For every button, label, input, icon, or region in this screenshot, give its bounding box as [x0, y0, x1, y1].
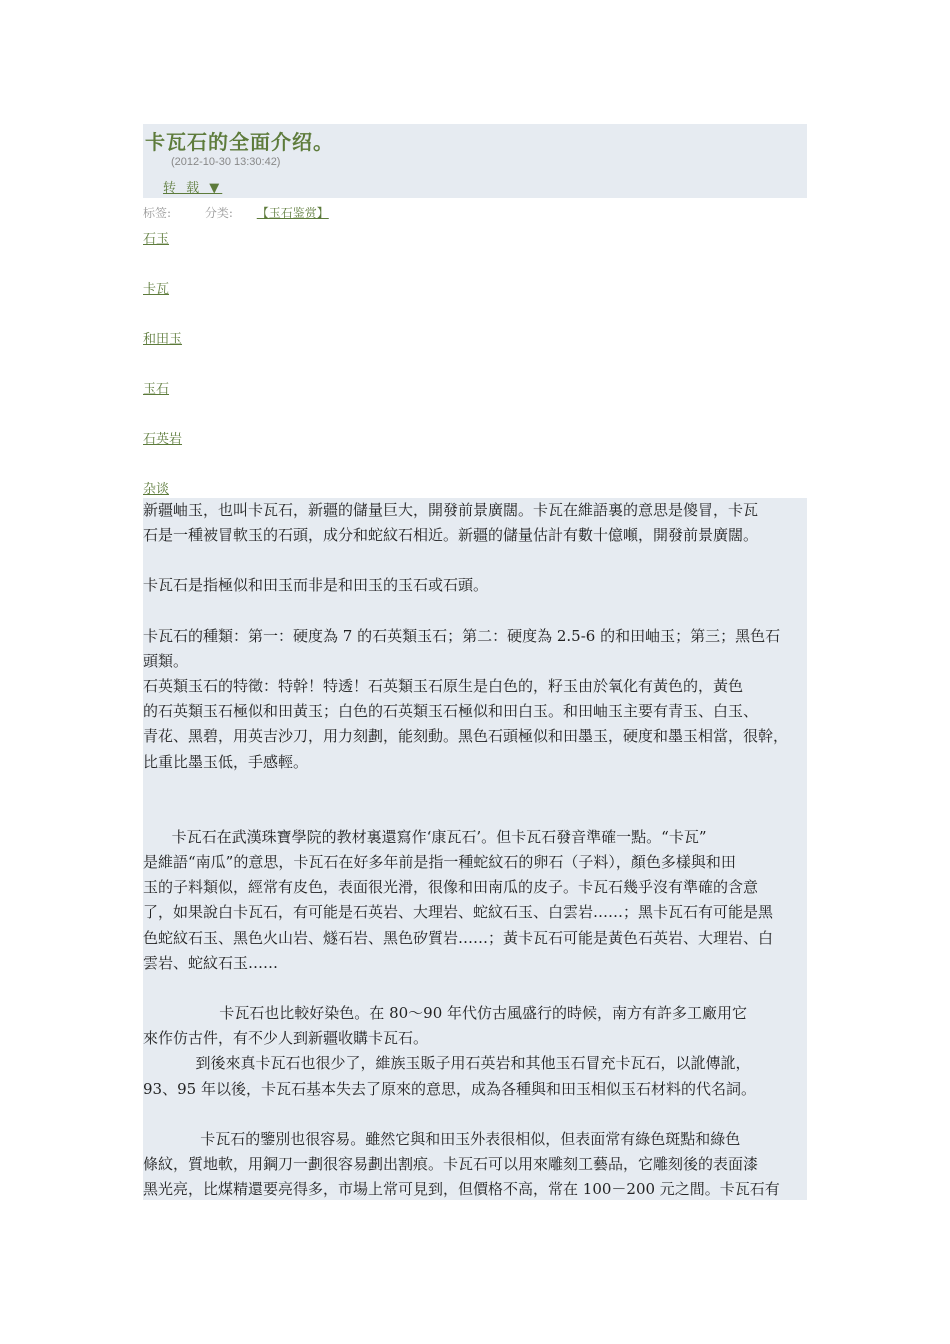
tag-link[interactable]: 和田玉: [143, 332, 183, 347]
tag-link[interactable]: 石玉: [143, 232, 170, 247]
page-title: 卡瓦石的全面介绍。: [145, 130, 334, 154]
repost-link[interactable]: 转 载 ▼: [163, 181, 223, 196]
paragraph: 卡瓦石是指極似和田玉而非是和田玉的玉石或石頭。: [143, 576, 489, 595]
paragraph: 卡瓦石的種類：第一：硬度為 7 的石英類玉石；第二：硬度為 2.5-6 的和田岫玉；第三；黑色石 頭類。 石英類玉石的特徵：特幹！特透！石英類玉石原生是白色的，籽玉由於氧化有黃色的，黃色 的石英類玉石極似和田黃玉；白色的石英類玉石極似和田白玉。和田岫玉主要有青玉、白玉、 青花、黑碧，用英吉沙刀，用力刻劃，能刻動。黑色石頭極似和田墨玉，硬度和墨玉相當，很幹， 比重比墨玉低，手感輕。: [143, 626, 789, 771]
article-header: [143, 124, 807, 497]
tag-list: [143, 228, 182, 528]
paragraph: 卡瓦石也比較好染色。在 80～90 年代仿古風盛行的時候，南方有許多工廠用它 來作仿古件，有不少人到新疆收購卡瓦石。 到後來真卡瓦石也很少了，維族玉販子用石英岩和其他玉石冒充卡瓦石，以訛傳訛， 93、95 年以後，卡瓦石基本失去了原來的意思，成為各種與和田玉相似玉石材料的代名詞。: [143, 1004, 756, 1098]
meta-row: [143, 204, 329, 221]
category-label: 分类:: [204, 206, 233, 220]
paragraph: 新疆岫玉，也叫卡瓦石，新疆的儲量巨大，開發前景廣闊。卡瓦在維語裏的意思是傻冒，卡瓦 石是一種被冒軟玉的石頭，成分和蛇紋石相近。新疆的儲量估計有數十億噸，開發前景廣闊。: [143, 501, 759, 545]
title-panel: [143, 124, 807, 198]
category-link[interactable]: 【玉石鉴赏】: [256, 206, 329, 220]
tag-link[interactable]: 石英岩: [143, 432, 183, 447]
tag-link[interactable]: 杂谈: [143, 482, 170, 497]
paragraph: 卡瓦石在武漢珠寶學院的教材裏還寫作‘康瓦石’。但卡瓦石發音準確一點。“卡瓦” 是維語“南瓜”的意思，卡瓦石在好多年前是指一種蛇紋石的卵石（子料），顏色多樣與和田 玉的子料類似，經常有皮色，表面很光滑，很像和田南瓜的皮子。卡瓦石幾乎沒有準確的含意 了，如果說白卡瓦石，有可能是石英岩、大理岩、蛇紋石玉、白雲岩……；黑卡瓦石有可能是黑 色蛇紋石玉、黑色火山岩、燧石岩、黑色矽質岩……；黃卡瓦石可能是黃色石英岩、大理岩、白 雲岩、蛇紋石玉……: [143, 827, 774, 972]
tag-link[interactable]: 卡瓦: [143, 282, 170, 297]
tags-label: 标签:: [143, 206, 172, 220]
paragraph: 卡瓦石的鑒別也很容易。雖然它與和田玉外表很相似，但表面常有綠色斑點和綠色 條紋，質地軟，用鋼刀一劃很容易劃出割痕。卡瓦石可以用來雕刻工藝品，它雕刻後的表面漆 黑光亮，比煤精還要亮得多，市場上常可見到，但價格不高，常在 100－200 元之間。卡瓦石有: [143, 1129, 780, 1199]
tag-link[interactable]: 玉石: [143, 382, 170, 397]
article-body: [143, 498, 807, 1200]
post-timestamp: (2012-10-30 13:30:42): [171, 156, 281, 168]
